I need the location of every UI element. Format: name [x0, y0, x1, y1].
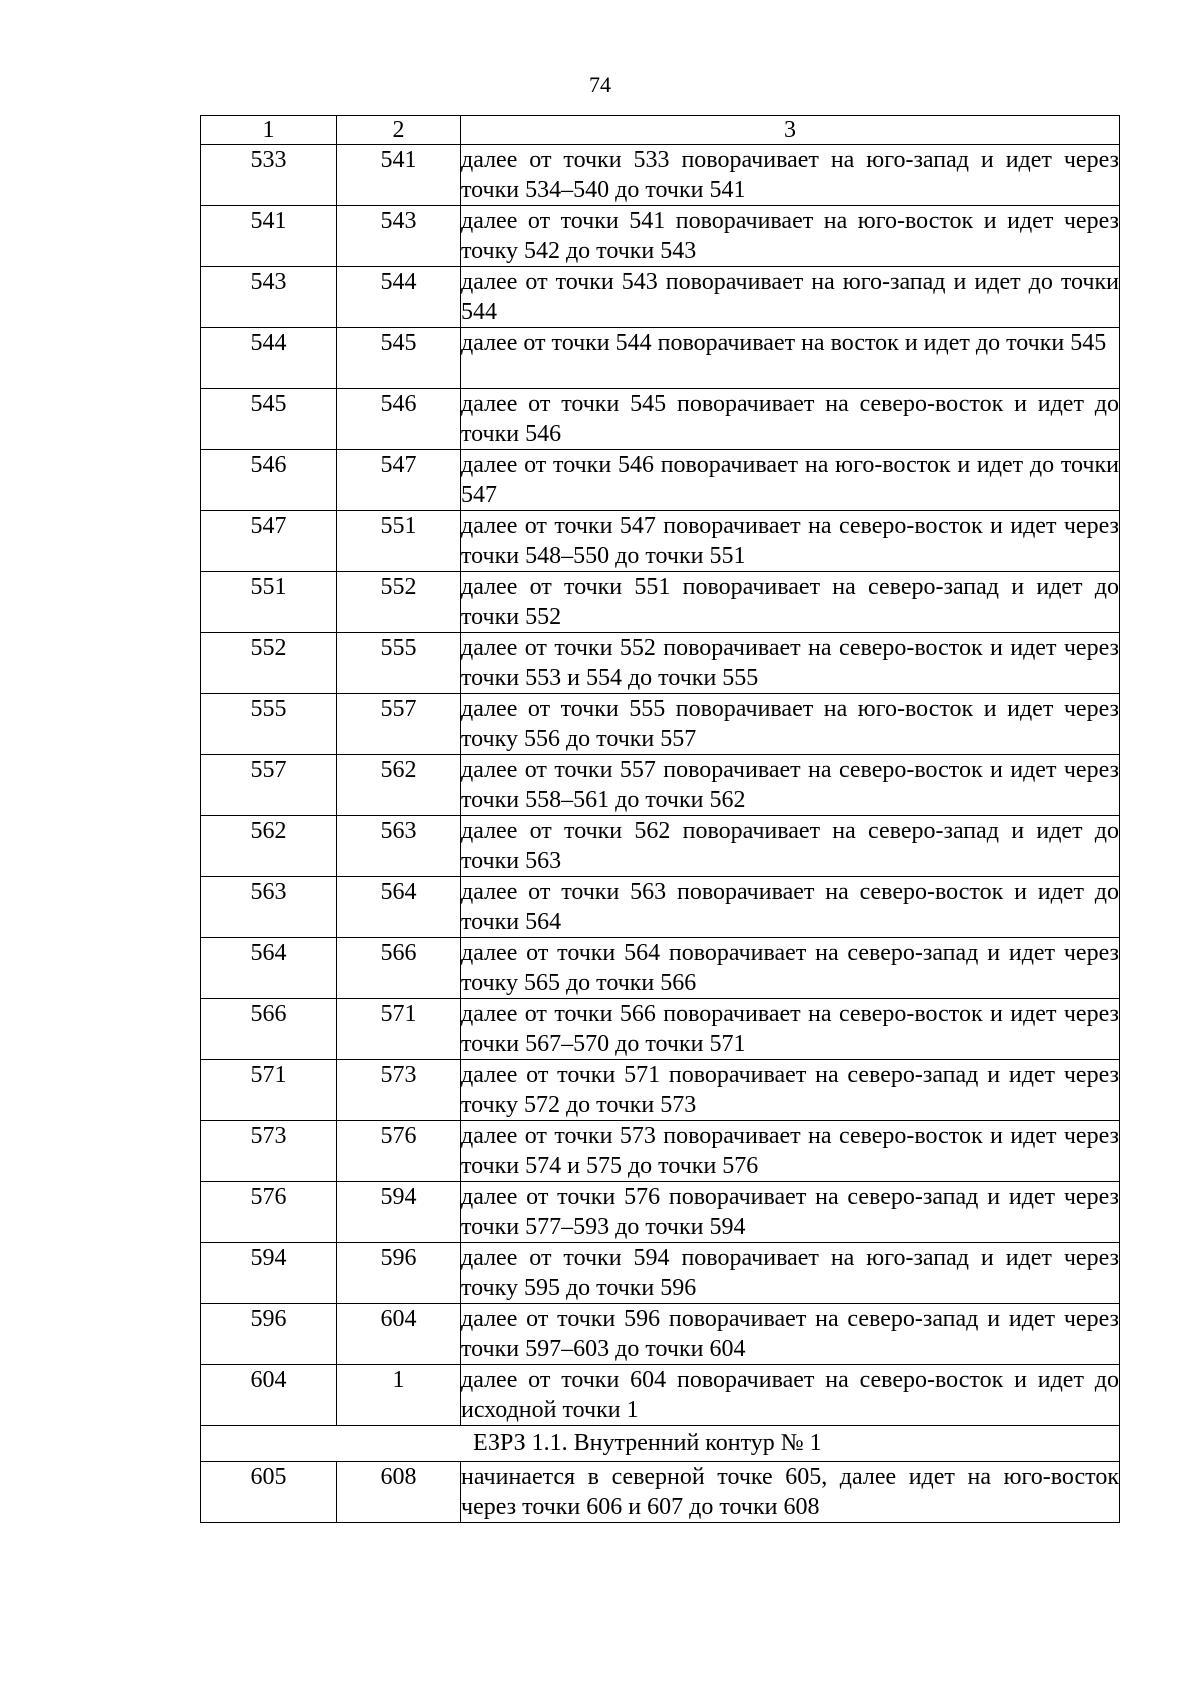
from-point-cell: 576 [201, 1182, 337, 1243]
table-row [201, 1243, 1120, 1304]
to-point-cell: 562 [337, 755, 461, 816]
description-cell: далее от точки 573 поворачивает на северо-восток и идет через точки 574 и 575 до точки 576 [461, 1121, 1120, 1182]
from-point-cell: 604 [201, 1365, 337, 1426]
section-title: ЕЗРЗ 1.1. Внутренний контур № 1 [473, 1430, 822, 1456]
from-point-cell: 571 [201, 1060, 337, 1121]
description-cell: далее от точки 555 поворачивает на юго-восток и идет через точку 556 до точки 557 [461, 694, 1120, 755]
table-row [201, 938, 1120, 999]
table-row [201, 206, 1120, 267]
table-row [201, 755, 1120, 816]
table-row [201, 633, 1120, 694]
to-point-cell: 563 [337, 816, 461, 877]
to-point-cell: 544 [337, 267, 461, 328]
from-point-cell: 566 [201, 999, 337, 1060]
to-point-cell: 541 [337, 145, 461, 206]
to-point-cell: 555 [337, 633, 461, 694]
header-cell-col-2: 2 [337, 116, 461, 145]
table-row [201, 1304, 1120, 1365]
boundary-table [200, 115, 1120, 1523]
description-cell: далее от точки 576 поворачивает на северо-запад и идет через точки 577–593 до точки 594 [461, 1182, 1120, 1243]
description-cell: далее от точки 571 поворачивает на северо-запад и идет через точку 572 до точки 573 [461, 1060, 1120, 1121]
description-cell: далее от точки 563 поворачивает на северо-восток и идет до точки 564 [461, 877, 1120, 938]
to-point-cell: 551 [337, 511, 461, 572]
from-point-cell: 551 [201, 572, 337, 633]
description-cell: далее от точки 546 поворачивает на юго-восток и идет до точки 547 [461, 450, 1120, 511]
description-cell: далее от точки 543 поворачивает на юго-запад и идет до точки 544 [461, 267, 1120, 328]
table-row [201, 1365, 1120, 1426]
table-row [201, 328, 1120, 389]
from-point-cell: 555 [201, 694, 337, 755]
from-point-cell: 543 [201, 267, 337, 328]
to-point-cell: 546 [337, 389, 461, 450]
table-row [201, 694, 1120, 755]
table-row [201, 1182, 1120, 1243]
from-point-cell: 552 [201, 633, 337, 694]
from-point-cell: 563 [201, 877, 337, 938]
description-cell: далее от точки 594 поворачивает на юго-запад и идет через точку 595 до точки 596 [461, 1243, 1120, 1304]
description-cell: далее от точки 552 поворачивает на северо-восток и идет через точки 553 и 554 до точки 555 [461, 633, 1120, 694]
description-cell: далее от точки 544 поворачивает на восток и идет до точки 545 [461, 328, 1120, 389]
table-row [201, 389, 1120, 450]
table-row [201, 267, 1120, 328]
description-cell: далее от точки 604 поворачивает на северо-восток и идет до исходной точки 1 [461, 1365, 1120, 1426]
description-cell: далее от точки 562 поворачивает на северо-запад и идет до точки 563 [461, 816, 1120, 877]
section-title-cell [201, 1426, 1120, 1462]
to-point-cell: 596 [337, 1243, 461, 1304]
from-point-cell: 546 [201, 450, 337, 511]
description-cell: далее от точки 541 поворачивает на юго-восток и идет через точку 542 до точки 543 [461, 206, 1120, 267]
table-row [201, 450, 1120, 511]
description-cell: далее от точки 564 поворачивает на северо-запад и идет через точку 565 до точки 566 [461, 938, 1120, 999]
page-number: 74 [589, 72, 611, 97]
description-cell: далее от точки 557 поворачивает на северо-восток и идет через точки 558–561 до точки 562 [461, 755, 1120, 816]
description-cell: далее от точки 545 поворачивает на северо-восток и идет до точки 546 [461, 389, 1120, 450]
from-point-cell: 596 [201, 1304, 337, 1365]
to-point-cell: 604 [337, 1304, 461, 1365]
from-point-cell: 533 [201, 145, 337, 206]
description-cell: далее от точки 551 поворачивает на северо-запад и идет до точки 552 [461, 572, 1120, 633]
table-row [201, 1462, 1120, 1523]
table-header-row [201, 116, 1120, 145]
from-point-cell: 562 [201, 816, 337, 877]
to-point-cell: 566 [337, 938, 461, 999]
from-point-cell: 545 [201, 389, 337, 450]
section-title-row [201, 1426, 1120, 1462]
from-point-cell: 547 [201, 511, 337, 572]
to-point-cell: 543 [337, 206, 461, 267]
description-cell: начинается в северной точке 605, далее идет на юго-восток через точки 606 и 607 до точки 608 [461, 1462, 1120, 1523]
from-point-cell: 557 [201, 755, 337, 816]
table-row [201, 572, 1120, 633]
from-point-cell: 605 [201, 1462, 337, 1523]
description-cell: далее от точки 566 поворачивает на северо-восток и идет через точки 567–570 до точки 571 [461, 999, 1120, 1060]
to-point-cell: 552 [337, 572, 461, 633]
to-point-cell: 545 [337, 328, 461, 389]
from-point-cell: 564 [201, 938, 337, 999]
to-point-cell: 573 [337, 1060, 461, 1121]
table-row [201, 877, 1120, 938]
from-point-cell: 541 [201, 206, 337, 267]
description-cell: далее от точки 533 поворачивает на юго-запад и идет через точки 534–540 до точки 541 [461, 145, 1120, 206]
to-point-cell: 564 [337, 877, 461, 938]
header-cell-col-3: 3 [461, 116, 1120, 145]
header-cell-col-1: 1 [201, 116, 337, 145]
to-point-cell: 1 [337, 1365, 461, 1426]
table-row [201, 145, 1120, 206]
from-point-cell: 594 [201, 1243, 337, 1304]
to-point-cell: 547 [337, 450, 461, 511]
table-row [201, 511, 1120, 572]
to-point-cell: 557 [337, 694, 461, 755]
table-row [201, 1121, 1120, 1182]
to-point-cell: 608 [337, 1462, 461, 1523]
from-point-cell: 544 [201, 328, 337, 389]
to-point-cell: 571 [337, 999, 461, 1060]
from-point-cell: 573 [201, 1121, 337, 1182]
table-row [201, 1060, 1120, 1121]
to-point-cell: 576 [337, 1121, 461, 1182]
description-cell: далее от точки 596 поворачивает на северо-запад и идет через точки 597–603 до точки 604 [461, 1304, 1120, 1365]
to-point-cell: 594 [337, 1182, 461, 1243]
table-row [201, 816, 1120, 877]
description-cell: далее от точки 547 поворачивает на северо-восток и идет через точки 548–550 до точки 551 [461, 511, 1120, 572]
table-row [201, 999, 1120, 1060]
